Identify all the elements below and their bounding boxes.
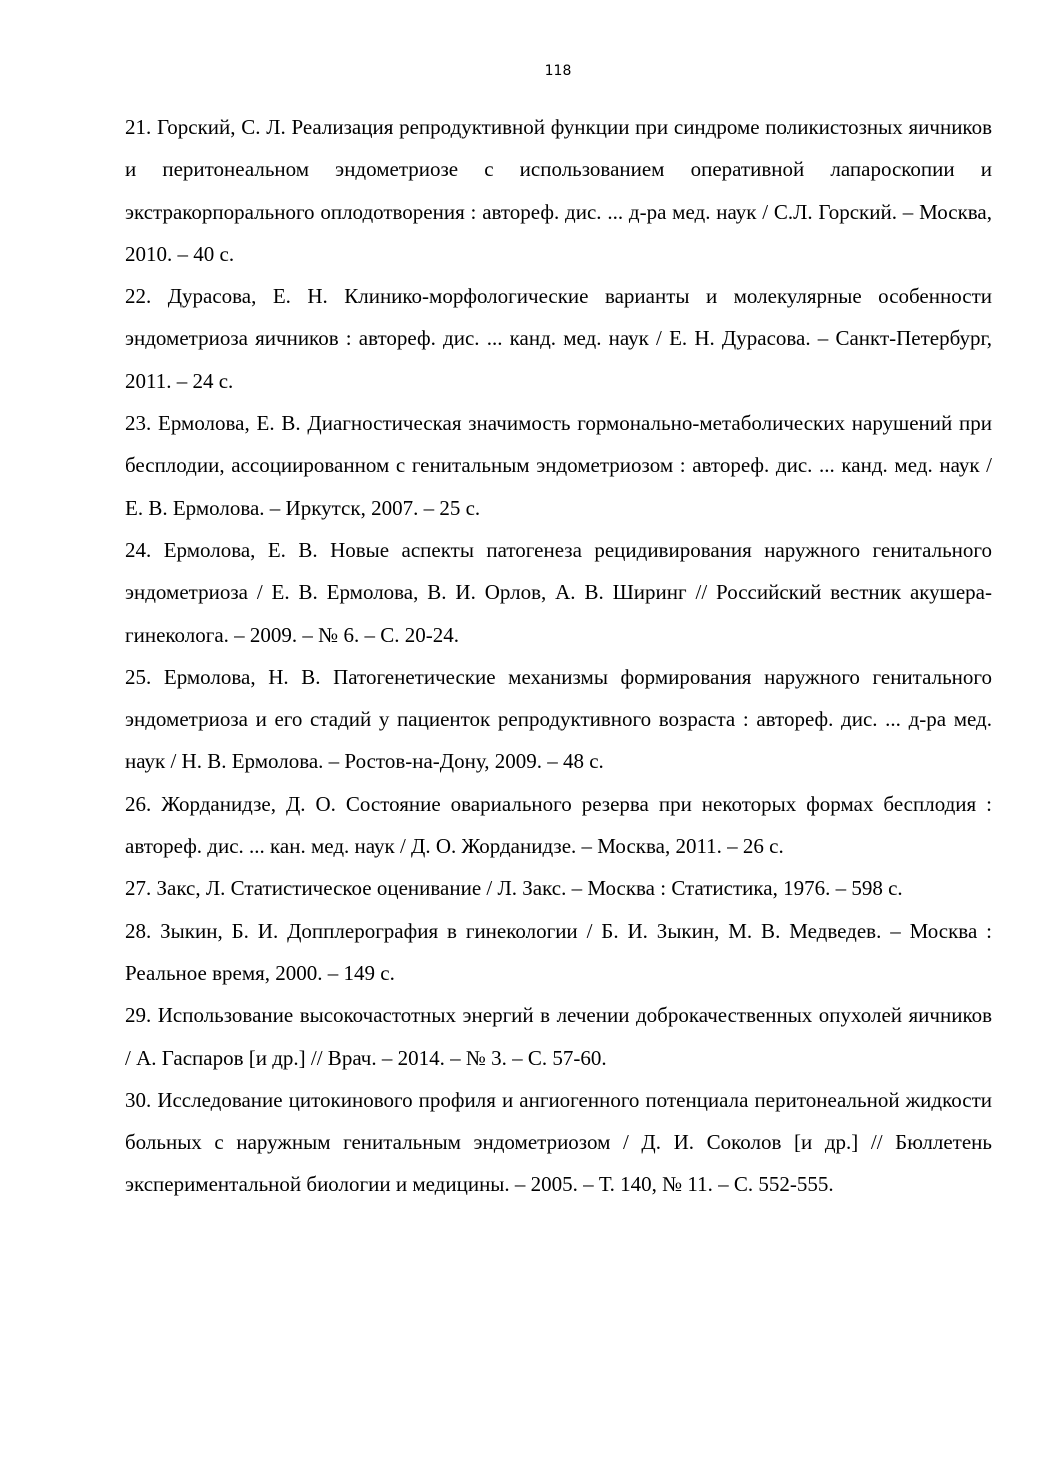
reference-item: 21. Горский, С. Л. Реализация репродуктивной функции при синдроме поликистозных яичников и перитонеальном эндометриозе с использованием оперативной лапароскопии и экстракорпорального оплодотворения : автореф. дис. ... д-ра мед. наук / С.Л. Горский. – Москва, 2010. – 40 с.: [125, 115, 992, 266]
reference-item: 24. Ермолова, Е. В. Новые аспекты патогенеза рецидивирования наружного генитального эндометриоза / Е. В. Ермолова, В. И. Орлов, А. В. Ширинг // Российский вестник акушера-гинеколога. – 2009. – № 6. – С. 20-24.: [125, 537, 992, 647]
reference-item: 26. Жорданидзе, Д. О. Состояние овариального резерва при некоторых формах бесплодия : автореф. дис. ... кан. мед. наук / Д. О. Жорданидзе. – Москва, 2011. – 26 с.: [125, 791, 992, 859]
reference-item: 30. Исследование цитокинового профиля и ангиогенного потенциала перитонеальной жидкости больных с наружным генитальным эндометриозом / Д. И. Соколов [и др.] // Бюллетень экспериментальной биологии и медицины. – 2005. – Т. 140, № 11. – С. 552-555.: [125, 1087, 992, 1197]
reference-list: [125, 106, 992, 1206]
reference-item: 25. Ермолова, Н. В. Патогенетические механизмы формирования наружного генитального эндометриоза и его стадий у пациенток репродуктивного возраста : автореф. дис. ... д-ра мед. наук / Н. В. Ермолова. – Ростов-на-Дону, 2009. – 48 с.: [125, 664, 992, 774]
reference-item: 22. Дурасова, Е. Н. Клинико-морфологические варианты и молекулярные особенности эндометриоза яичников : автореф. дис. ... канд. мед. наук / Е. Н. Дурасова. – Санкт-Петербург, 2011. – 24 с.: [125, 284, 992, 393]
reference-item: 29. Использование высокочастотных энергий в лечении доброкачественных опухолей яичников / А. Гаспаров [и др.] // Врач. – 2014. – № 3. – С. 57-60.: [125, 1003, 992, 1070]
reference-item: 28. Зыкин, Б. И. Допплерография в гинекологии / Б. И. Зыкин, М. В. Медведев. – Москва : Реальное время, 2000. – 149 с.: [125, 918, 992, 985]
reference-item: 27. Закс, Л. Статистическое оценивание / Л. Закс. – Москва : Статистика, 1976. – 598 с.: [125, 876, 903, 901]
page-number: 118: [544, 63, 572, 79]
reference-item: 23. Ермолова, Е. В. Диагностическая значимость гормонально-метаболических нарушений при бесплодии, ассоциированном с генитальным эндометриозом : автореф. дис. ... канд. мед. наук / Е. В. Ермолова. – Иркутск, 2007. – 25 с.: [125, 411, 992, 520]
